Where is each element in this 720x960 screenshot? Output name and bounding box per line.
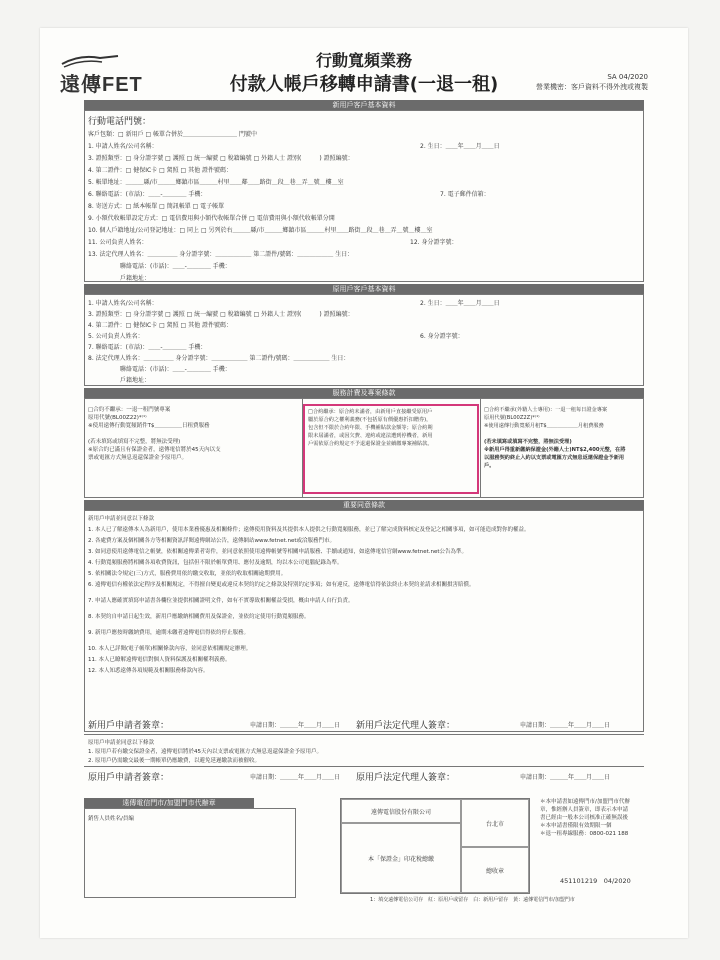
agent-label[interactable]: 銷售人員姓名/員編	[88, 816, 134, 822]
opt3-line-3	[484, 430, 642, 438]
term-item: 3. 如同意使用遠傳電信之帳號，依相關遠傳業者寄件，並同意依照使用遠傳帳號等相關申請服務、手續或通知，如遠傳電信官網www.fetnet.net公告為準。	[88, 549, 468, 555]
store-stamp-bar: 遠傳電信門市/加盟門市代辦章	[84, 798, 254, 808]
old-company-owner-field[interactable]: 5. 公司負責人姓名：	[88, 333, 144, 340]
new-guardian-signature[interactable]: 新用戶法定代理人簽章：	[356, 721, 456, 731]
new-applicant-signature[interactable]: 新用戶申請者簽章：	[88, 721, 170, 731]
old-guardian-signature[interactable]: 原用戶法定代理人簽章：	[356, 773, 456, 783]
old-term-item: 2. 原用戶仍需繳交最後一期帳單仍應繳費，以避免延遲繳款而被催收。	[88, 758, 260, 764]
notice-line: ＊退一租專線服務：0800-021 188	[540, 831, 629, 837]
term-item: 8. 本契約自申請日起生效，新用戶應繳納相關費用及保證金，並依約定使用行動寬頻服務。	[88, 614, 310, 620]
old-applicant-name-field[interactable]: 1. 申請人姓名/公司名稱：	[88, 300, 158, 307]
old-terms-intro: 原用戶申請並同意以下條款	[88, 740, 155, 746]
term-item: 12. 本人知悉遠傳各項規範及相關服務條款內容。	[88, 668, 209, 674]
notice-text	[540, 798, 650, 838]
fet-logo: 遠傳FET	[60, 74, 143, 96]
second-id-row[interactable]: 4. 第二證件：□ 健保IC卡 □ 駕照 □ 其他 證件號碼：	[88, 167, 233, 174]
option-no-inherit[interactable]	[88, 406, 298, 462]
customer-type-row[interactable]: 客戶包類：□ 新用戶 □ 帳單合併於＿＿＿＿＿＿＿＿＿ 門號中	[88, 131, 257, 138]
form-title: 行動寬頻業務	[315, 51, 412, 70]
opt1-line-1: 原用代號(BL00Z22)*⁽¹⁾	[88, 415, 147, 421]
term-item: 11. 本人已瞭解遠傳電信對個人資料保護及相關權利義務。	[88, 657, 231, 663]
opt2-line-2: 包含但不限於合約年限、手機補貼款金額等；原合約期	[308, 425, 433, 431]
divider	[84, 734, 644, 735]
opt3-line-2: ※使用遠傳行動寬頻月租T$＿＿＿＿＿＿月租費服務	[484, 423, 604, 429]
opt1-line-3	[88, 430, 298, 438]
stamp-city: 台北市	[461, 799, 529, 847]
old-guardian-phone-row[interactable]: 聯絡電話：(市話)：＿＿-＿＿＿＿ 手機：	[120, 366, 231, 373]
opt1-line-2: ※使用遠傳行動寬頻銷件T$＿＿＿＿＿日租費服務	[88, 423, 210, 429]
old-guardian-row[interactable]: 8. 法定代理人姓名：＿＿＿＿＿ 身分證字號：＿＿＿＿＿＿ 第二證件/號碼：＿＿＿＿＿＿ 生日：	[88, 355, 350, 362]
opt2-line-4: 戶需依原合約規定不予退還保證金並續繳專案補貼款。	[308, 441, 433, 447]
birthday-field[interactable]: 2. 生日：＿＿年＿＿月＿＿日	[420, 143, 500, 150]
option-inherit[interactable]	[308, 408, 476, 448]
guardian-address-row[interactable]: 戶籍地址：	[120, 275, 151, 282]
old-second-id-row[interactable]: 4. 第二證件：□ 健保IC卡 □ 駕照 □ 其他 證件號碼：	[88, 322, 233, 329]
opt2-line-1: 屬於原合約之權利義務(不包括原有價優惠折扣贈券)，	[308, 417, 432, 423]
term-item: 5. 依相關法令規定(三)方式，服務費用依約繳交收取，並依約收取相關逾期費用。	[88, 571, 287, 577]
old-guardian-address-row[interactable]: 戶籍地址：	[120, 377, 151, 384]
notice-line: ＊本申請書僅限有效期限一個	[540, 823, 612, 829]
term-item: 6. 遠傳電信有權依法定程序及相關規定，不得擅自變更或違反本契約約定之條款及特別約定事項；如有違反，遠傳電信得依法終止本契約並請求相關損害賠償。	[88, 582, 475, 588]
term-item: 9. 新用戶應按時繳納費用，逾期未繳者遠傳電信得依約停止服務。	[88, 630, 249, 636]
opt3-line-0[interactable]: □合約不繼承(外籍人士專用)：一退一租每日證金專案	[484, 407, 608, 413]
stamp-company: 遠傳電信股份有限公司	[341, 799, 461, 823]
service-section-bar: 服務計費及專案條款	[84, 388, 644, 398]
term-item: 1. 本人已了解遠傳本人為新用戶，使用本業務優惠及相關條件；遠傳使用資料及其提供本人提供之行動寬頻服務，並已了解完成資料核定及登記之相關事項，如可能造成對你的權益。	[88, 527, 530, 533]
id-type-row[interactable]: 3. 證照類型：□ 身分證字號 □ 護照 □ 統一編號 □ 稅籍編號 □ 外籍人士 證別( ) 證照編號：	[88, 155, 354, 162]
company-owner-field[interactable]: 11. 公司負責人姓名：	[88, 239, 148, 246]
old-applicant-signature[interactable]: 原用戶申請者簽章：	[88, 773, 170, 783]
doc-number: 451101219 04/2020	[560, 877, 631, 885]
form-confidential-note: 營業機密：客戶資料不得外洩或複製	[536, 83, 648, 91]
term-item: 10. 本人已詳閱(電子帳單)相關條款內容，並同意依相關規定辦理。	[88, 646, 252, 652]
opt3-line-1: 原用代號(BL00Z2Z)*⁽¹⁾	[484, 415, 540, 421]
owner-id-field[interactable]: 12. 身分證字號：	[410, 239, 458, 246]
old-term-item: 1. 原用戶若有繳交保證金者，遠傳電信將於45天內以支票或電匯方式無息返還保證金予原用戶。	[88, 749, 322, 755]
opt1-line-0[interactable]: □合約不繼承：一退一租門號專案	[88, 407, 171, 413]
opt3-line-7: 戶。	[484, 463, 495, 469]
applicant-name-field[interactable]: 1. 申請人姓名/公司名稱：	[88, 143, 158, 150]
notice-line: 書已經由一般本公司核准正確無誤後	[540, 815, 629, 821]
guardian-phone-row[interactable]: 聯絡電話：(市話)：＿＿-＿＿＿＿ 手機：	[120, 263, 231, 270]
terms-section-bar: 重要同意條款	[84, 500, 644, 510]
option-foreign[interactable]	[484, 406, 642, 470]
opt3-line-5: ※新用戶得重新繳納保證金(外籍人士)NT$2,400元整，在將	[484, 447, 626, 453]
opt3-line-6: 以服務契約終止入約以支票或電匯方式無息返還保證金予新用	[484, 455, 625, 461]
old-owner-id-field[interactable]: 6. 身分證字號：	[420, 333, 464, 340]
old-contact-phone-row[interactable]: 7. 聯絡電話：(市話)：＿＿-＿＿＿＿ 手機：	[88, 344, 207, 351]
copy-distribution: 1：填交遠傳電信公司存 紅：原用戶或留存 白：新用戶留存 黃：遠傳電信門市/加盟門市	[370, 897, 575, 903]
term-item: 7. 申請人應確實填寫申請書各欄位並提供相關證明文件，如有不實導致相關權益受損，概由申請人自行負責。	[88, 598, 354, 604]
new-guardian-date[interactable]: 申請日期：＿＿＿年＿＿月＿＿日	[520, 722, 611, 729]
term-item: 2. 各處費方案及個相關各方等相關資訊詳閱遠傳網站公告，遠傳網站www.fetnet.net或洽服務門市。	[88, 538, 336, 544]
stamp-table	[340, 798, 530, 894]
divider	[84, 766, 644, 767]
old-guardian-date[interactable]: 申請日期：＿＿＿年＿＿月＿＿日	[520, 774, 611, 781]
old-id-type-row[interactable]: 3. 證照類型：□ 身分證字號 □ 護照 □ 統一編號 □ 稅籍編號 □ 外籍人士 證別( ) 證照編號：	[88, 311, 354, 318]
registered-address-row[interactable]: 10. 個人戶籍地址/公司登記地址：□ 同上 □ 另列於右＿＿＿縣/市＿＿＿鄉鎮市區＿＿＿村里＿＿路街＿段＿巷＿弄＿號＿樓＿室	[88, 227, 433, 234]
opt2-line-3: 限未屆滿者，或因欠費、違約或違法遭到停機者，新用	[308, 433, 433, 439]
form-subtitle: 付款人帳戶移轉申請書(一退一租)	[229, 74, 499, 95]
phone-number-field[interactable]: 行動電話門號：	[88, 117, 152, 127]
guardian-row[interactable]: 13. 法定代理人姓名：＿＿＿＿＿ 身分證字號：＿＿＿＿＿＿ 第二證件/號碼：＿＿＿＿＿＿ 生日：	[88, 251, 354, 258]
form-sheet	[40, 28, 688, 938]
micro-payment-row[interactable]: 9. 小額代收帳單設定方式：□ 電信費用與小額代收帳單合併 □ 電信費用與小額代收帳單分開	[88, 215, 335, 222]
billing-address-row[interactable]: 5. 帳單地址：＿＿＿縣/市＿＿＿鄉鎮市區＿＿＿村里＿＿鄰＿＿路街＿段＿巷＿弄＿號＿樓＿室	[88, 179, 344, 186]
new-customer-section-bar: 新用戶客戶基本資料	[84, 100, 644, 110]
form-code	[536, 72, 648, 92]
term-item: 4. 行動寬頻服務將相關各項收費資訊，包括但不限於帳單費用、應付及逾期，均以本公司電腦紀錄為準。	[88, 560, 343, 566]
email-field[interactable]: 7. 電子郵件信箱：	[440, 191, 490, 198]
terms-intro: 新用戶申請並同意以下條款	[88, 516, 155, 522]
opt1-line-6: 票或電匯方式無息返還保證金予原用戶。	[88, 455, 188, 461]
old-birthday-field[interactable]: 2. 生日：＿＿年＿＿月＿＿日	[420, 300, 500, 307]
old-applicant-date[interactable]: 申請日期：＿＿＿年＿＿月＿＿日	[250, 774, 341, 781]
stamp-number: 總收章	[461, 847, 529, 893]
old-customer-section-bar: 原用戶客戶基本資料	[84, 284, 644, 294]
notice-line: ＊本申請書如遠傳門市/加盟門市代辦	[540, 799, 630, 805]
service-divider-2	[480, 398, 481, 498]
opt1-line-5: ※原合約已滿且有保證金者，遠傳電信將於45天內以支	[88, 447, 221, 453]
opt2-line-0[interactable]: □合約繼承：原合約未滿者，由新用戶直接繼受原用戶	[308, 409, 433, 415]
notice-line: 章，惟經辦人員簽章，即表示本申請	[540, 807, 629, 813]
opt3-line-4: (若未填寫或填寫不完整，將無法受理)	[484, 439, 572, 445]
form-code-text: SA 04/2020	[607, 73, 648, 81]
contact-phone-row[interactable]: 6. 聯絡電話：(市話)：＿＿-＿＿＿＿ 手機：	[88, 191, 207, 198]
stamp-seal: 本「保證金」印花稅總繳	[341, 823, 461, 893]
opt1-line-4: (若未填寫或填寫不完整，將無法受理)	[88, 439, 181, 445]
new-applicant-date[interactable]: 申請日期：＿＿＿年＿＿月＿＿日	[250, 722, 341, 729]
delivery-method-row[interactable]: 8. 寄送方式：□ 紙本帳單 □ 簡訊帳單 □ 電子帳單	[88, 203, 225, 210]
